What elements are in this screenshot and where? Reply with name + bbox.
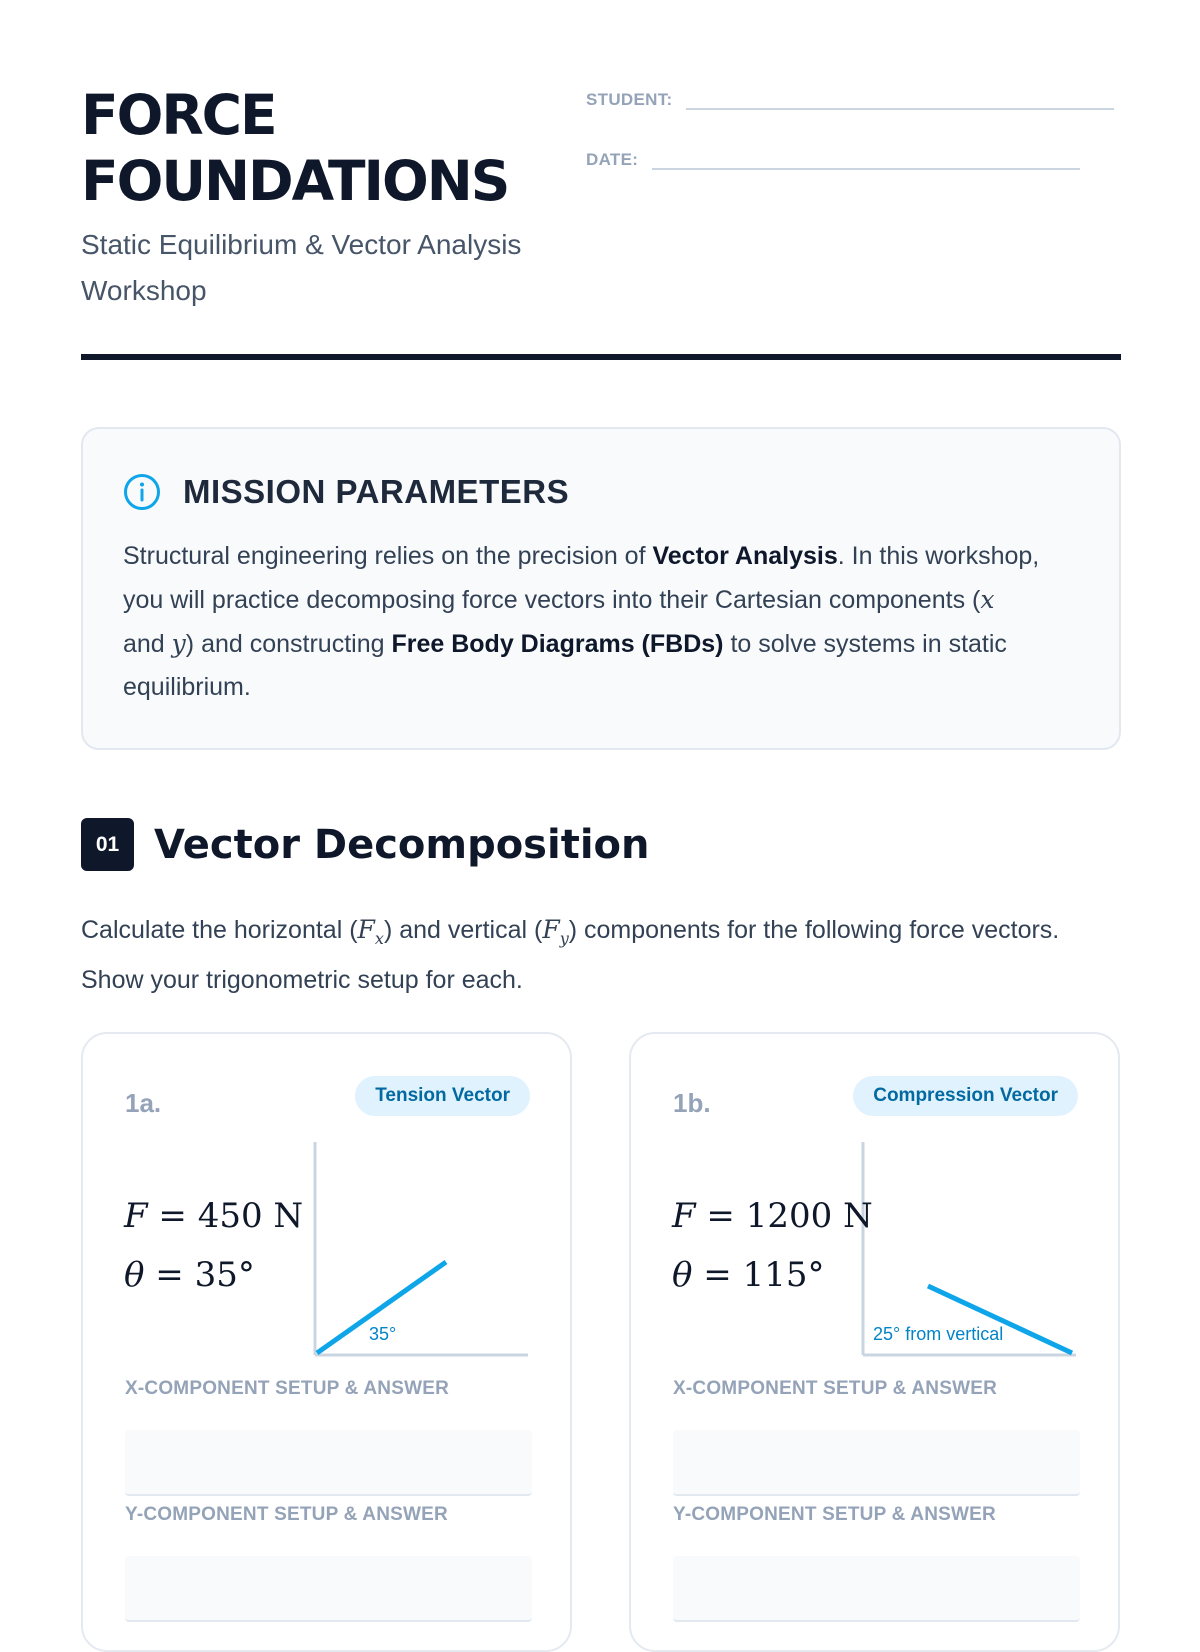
header-divider: [81, 354, 1121, 360]
angle-label: 25° from vertical: [873, 1324, 1004, 1344]
mission-text-4: ) and constructing: [185, 630, 392, 658]
y-component-label: Y-COMPONENT SETUP & ANSWER: [673, 1504, 996, 1525]
worksheet-header: [81, 0, 1121, 362]
problem-card-1b: [629, 1032, 1120, 1652]
section-title: Vector Decomposition: [154, 821, 650, 868]
var-x: x: [980, 585, 995, 614]
student-line[interactable]: [686, 90, 1114, 110]
y-component-answer-field[interactable]: [673, 1556, 1080, 1622]
mission-description: [123, 535, 1043, 709]
info-icon: [123, 473, 161, 511]
mission-text-5: to solve systems in static equilibrium.: [123, 630, 1007, 701]
angle-label: 35°: [369, 1324, 397, 1344]
problem-number: 1a.: [125, 1088, 162, 1118]
force-value: 450 N: [197, 1196, 304, 1236]
mission-text-2: . In this workshop, you will practice decomposing force vectors into their Cartesian components (: [123, 542, 1040, 614]
mission-header: [123, 471, 1079, 513]
vector-diagram: [861, 1142, 1076, 1357]
given-force-1a: F = 450 N: [124, 1196, 304, 1236]
fy-sub: y: [559, 929, 569, 948]
mission-bold-fbd: Free Body Diagrams (FBDs): [391, 630, 724, 658]
x-component-label: X-COMPONENT SETUP & ANSWER: [673, 1378, 997, 1399]
mission-title: MISSION PARAMETERS: [183, 473, 570, 510]
mission-text-1: Structural engineering relies on the precision of: [123, 542, 653, 570]
problem-card-1a: [81, 1032, 572, 1652]
mission-text-3: and: [123, 630, 172, 658]
angle-value: 115°: [742, 1255, 825, 1295]
student-field[interactable]: [586, 90, 1114, 110]
title-line-2: FOUNDATIONS: [81, 149, 509, 213]
intro-text-3: ) components for the following force vectors. Show your trigonometric setup for each.: [81, 916, 1060, 994]
problem-number: 1b.: [673, 1088, 711, 1118]
var-y: y: [171, 629, 186, 658]
mission-card: [81, 427, 1121, 750]
force-symbol: F: [124, 1196, 148, 1236]
section-instructions: [81, 910, 1081, 1000]
intro-text-1: Calculate the horizontal (: [81, 916, 358, 944]
angle-value: 35°: [194, 1255, 255, 1295]
vector-type-badge: Tension Vector: [355, 1076, 530, 1116]
x-component-answer-field[interactable]: [673, 1430, 1080, 1496]
page-title: [81, 82, 508, 214]
fx-sub: x: [374, 929, 384, 948]
section-number-badge: 01: [81, 818, 134, 871]
date-label: DATE:: [586, 150, 639, 169]
angle-symbol: θ: [124, 1255, 145, 1295]
fy-base: F: [542, 915, 560, 944]
vector-type-badge: Compression Vector: [853, 1076, 1078, 1116]
title-line-1: FORCE: [81, 83, 276, 147]
date-line[interactable]: [652, 150, 1080, 170]
intro-text-2: ) and vertical (: [383, 916, 543, 944]
student-label: STUDENT:: [586, 90, 673, 109]
y-component-label: Y-COMPONENT SETUP & ANSWER: [125, 1504, 448, 1525]
page-subtitle: Static Equilibrium & Vector Analysis Workshop: [81, 229, 522, 306]
force-symbol: F: [672, 1196, 696, 1236]
x-component-label: X-COMPONENT SETUP & ANSWER: [125, 1378, 449, 1399]
date-field[interactable]: [586, 150, 1080, 170]
fx-base: F: [357, 915, 375, 944]
y-component-answer-field[interactable]: [125, 1556, 532, 1622]
section-header: [81, 818, 650, 871]
given-force-1b: F = 1200 N: [672, 1196, 873, 1236]
x-component-answer-field[interactable]: [125, 1430, 532, 1496]
force-value: 1200 N: [745, 1196, 873, 1236]
given-angle-1b: θ = 115°: [672, 1255, 825, 1295]
angle-symbol: θ: [672, 1255, 693, 1295]
mission-bold-vector-analysis: Vector Analysis: [652, 542, 838, 570]
given-angle-1a: θ = 35°: [124, 1255, 255, 1295]
vector-diagram: [313, 1142, 528, 1357]
